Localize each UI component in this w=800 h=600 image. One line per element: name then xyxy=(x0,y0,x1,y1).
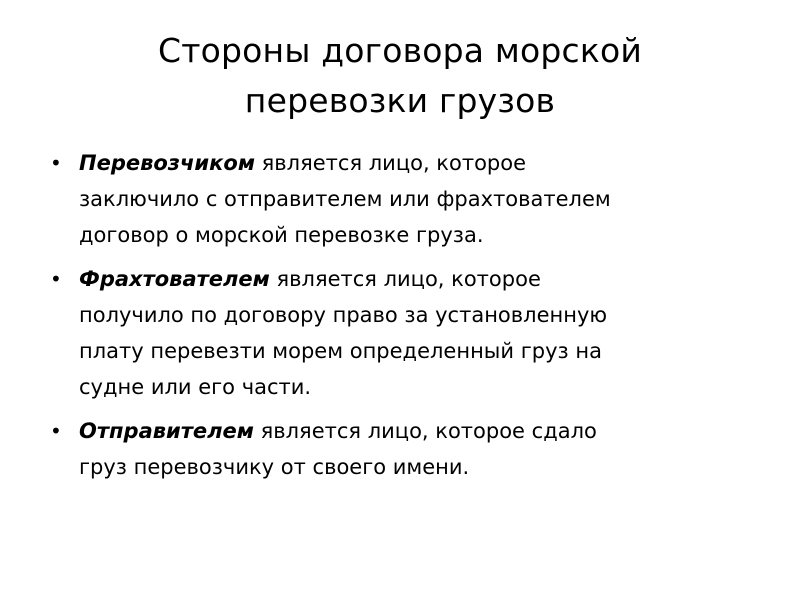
term-shipper: Отправителем xyxy=(79,419,254,443)
bullet-line: договор о морской перевозке груза. xyxy=(79,223,484,247)
bullet-dot-icon: • xyxy=(50,419,62,443)
bullet-text: является лицо, которое xyxy=(269,267,541,291)
bullet-text: является лицо, которое сдало xyxy=(253,419,597,443)
bullet-line: получило по договору право за установленную xyxy=(79,303,608,327)
bullet-line xyxy=(79,413,770,449)
slide-title-line-2: перевозки грузов xyxy=(244,81,556,120)
bullet-item-carrier xyxy=(50,145,770,253)
bullet-line xyxy=(79,261,770,297)
bullet-line: судне или его части. xyxy=(79,375,312,399)
bullet-line xyxy=(79,145,770,181)
bullet-line: плату перевезти морем определенный груз на xyxy=(79,339,602,363)
bullet-text: является лицо, которое xyxy=(255,151,527,175)
bullet-dot-icon: • xyxy=(50,151,62,175)
bullet-item-charterer xyxy=(50,261,770,405)
term-carrier: Перевозчиком xyxy=(79,151,255,175)
bullet-dot-icon: • xyxy=(50,267,62,291)
bullet-item-shipper xyxy=(50,413,770,485)
term-charterer: Фрахтователем xyxy=(79,267,270,291)
slide-title-line-1: Стороны договора морской xyxy=(157,31,643,70)
slide-title xyxy=(60,26,740,126)
bullet-line: заключило с отправителем или фрахтователем xyxy=(79,187,611,211)
bullet-line: груз перевозчику от своего имени. xyxy=(79,455,470,479)
bullet-list xyxy=(50,145,770,493)
